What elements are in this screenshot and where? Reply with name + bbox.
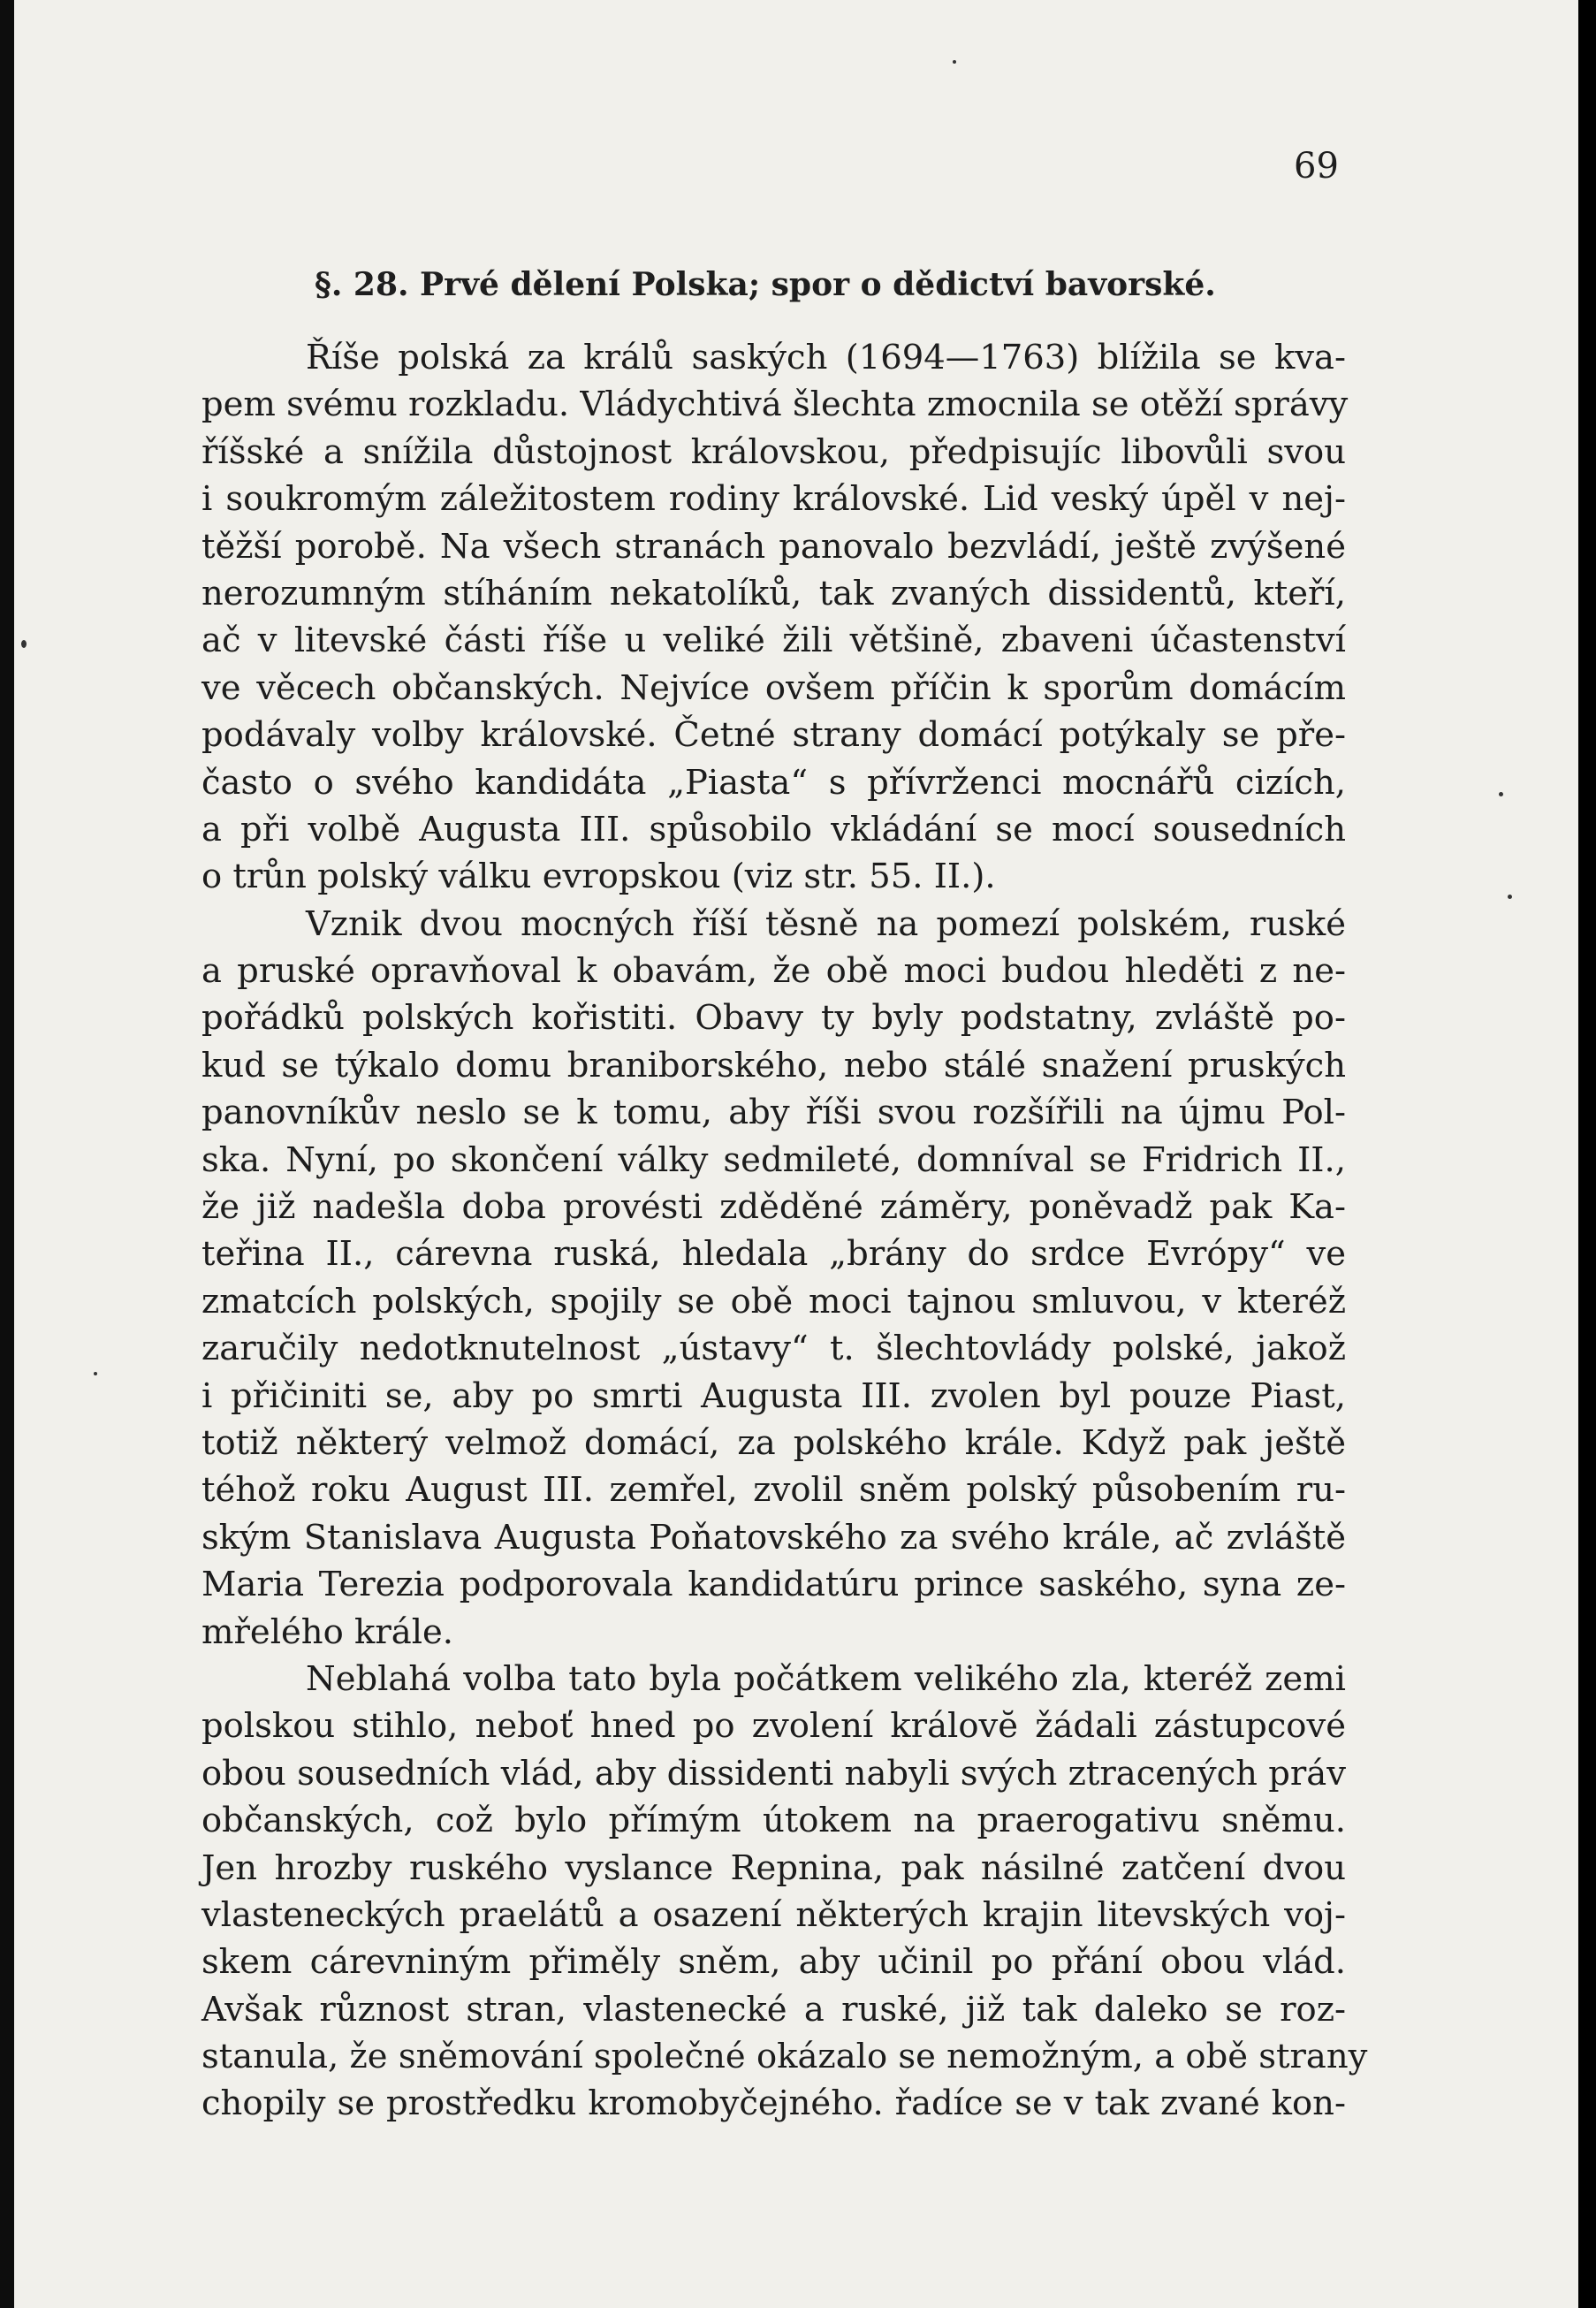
text-line: mřelého krále. [201, 1611, 454, 1652]
text-line: občanských, což bylo přímým útokem na praerogativu sněmu. [201, 1801, 1346, 1841]
section-heading: §. 28. Prvé dělení Polska; spor o dědictví bavorské. [315, 266, 1216, 303]
text-line: totiž některý velmož domácí, za polského krále. Když pak ještě [201, 1422, 1346, 1463]
text-line: Jen hrozby ruského vyslance Repnina, pak násilné zatčení dvou [201, 1847, 1346, 1888]
text-line: nerozumným stíháním nekatolíků, tak zvaných dissidentů, kteří, [201, 573, 1346, 613]
body-text [201, 334, 1368, 2128]
text-line: že již nadešla doba provésti zděděné záměry, poněvadž pak Ka- [201, 1187, 1346, 1228]
text-line: zmatcích polských, spojily se obě moci tajnou smluvou, v kteréž [201, 1281, 1346, 1322]
text-line: stanula, že sněmování společné okázalo se nemožným, a obě strany [201, 2037, 1368, 2077]
text-line: často o svého kandidáta „Piasta“ s přívrženci mocnářů cizích, [201, 762, 1346, 803]
text-line: zaručily nedotknutelnost „ústavy“ t. šlechtovlády polské, jakož [201, 1329, 1346, 1369]
scan-speck [953, 60, 956, 64]
scan-speck [94, 1372, 97, 1375]
text-line: panovníkův neslo se k tomu, aby říši svou rozšířili na újmu Pol- [201, 1093, 1346, 1133]
text-line: ve věcech občanských. Nejvíce ovšem příčin k sporům domácím [201, 667, 1346, 708]
text-line: vlasteneckých praelátů a osazení některých krajin litevských voj- [201, 1894, 1346, 1935]
page-number: 69 [1294, 146, 1339, 187]
scan-border [1578, 0, 1596, 2308]
text-line: říšské a snížila důstojnost královskou, předpisujíc libovůli svou [201, 431, 1346, 472]
text-line: ským Stanislava Augusta Poňatovského za svého krále, ač zvláště [201, 1517, 1346, 1558]
text-line: těžší porobě. Na všech stranách panovalo bezvládí, ještě zvýšené [201, 526, 1346, 567]
text-line: pem svému rozkladu. Vládychtivá šlechta zmocnila se otěží správy [201, 385, 1349, 425]
text-line: Neblahá volba tato byla počátkem velikého zla, kteréž zemi [306, 1658, 1346, 1699]
text-line: i soukromým záležitostem rodiny královské. Lid veský úpěl v nej- [201, 479, 1346, 520]
text-line: kud se týkalo domu braniborského, nebo stálé snažení pruských [201, 1045, 1346, 1085]
text-line: podávaly volby královské. Četné strany domácí potýkaly se pře- [201, 715, 1346, 756]
text-line: Avšak různost stran, vlastenecké a ruské, již tak daleko se roz- [201, 1989, 1346, 2030]
text-line: polskou stihlo, neboť hned po zvolení královĕ žádali zástupcové [201, 1706, 1346, 1747]
book-page [14, 0, 1578, 2308]
text-line: teřina II., cárevna ruská, hledala „brány do srdce Evrópy“ ve [201, 1234, 1346, 1275]
text-line: obou sousedních vlád, aby dissidenti nabyli svých ztracených práv [201, 1753, 1346, 1794]
text-line: téhož roku August III. zemřel, zvolil sněm polský působením ru- [201, 1470, 1346, 1511]
text-line: skem cárevniným přiměly sněm, aby učinil po přání obou vlád. [201, 1942, 1346, 1983]
text-line: Vznik dvou mocných říší těsně na pomezí polském, ruské [306, 903, 1346, 944]
text-line: Maria Terezia podporovala kandidatúru prince saského, syna ze- [201, 1565, 1346, 1605]
text-line: i přičiniti se, aby po smrti Augusta III. zvolen byl pouze Piast, [201, 1375, 1346, 1416]
text-line: a při volbě Augusta III. spůsobilo vkládání se mocí sousedních [201, 809, 1346, 849]
text-line: ska. Nyní, po skončení války sedmileté, domníval se Fridrich II., [201, 1139, 1346, 1180]
scan-speck [1508, 895, 1512, 899]
text-line: chopily se prostředku kromobyčejného. řadíce se v tak zvané kon- [201, 2083, 1346, 2124]
text-line: Říše polská za králů saských (1694—1763) blížila se kva- [306, 338, 1346, 377]
scan-speck [21, 640, 27, 648]
scan-speck [1499, 792, 1503, 796]
text-line: pořádků polských kořistiti. Obavy ty byly podstatny, zvláště po- [201, 998, 1346, 1039]
text-line: o trůn polský válku evropskou (viz str. 55. II.). [201, 857, 996, 897]
text-line: a pruské opravňoval k obavám, že obě moci budou hleděti z ne- [201, 951, 1346, 992]
text-line: ač v litevské části říše u veliké žili většině, zbaveni účastenství [201, 621, 1346, 661]
